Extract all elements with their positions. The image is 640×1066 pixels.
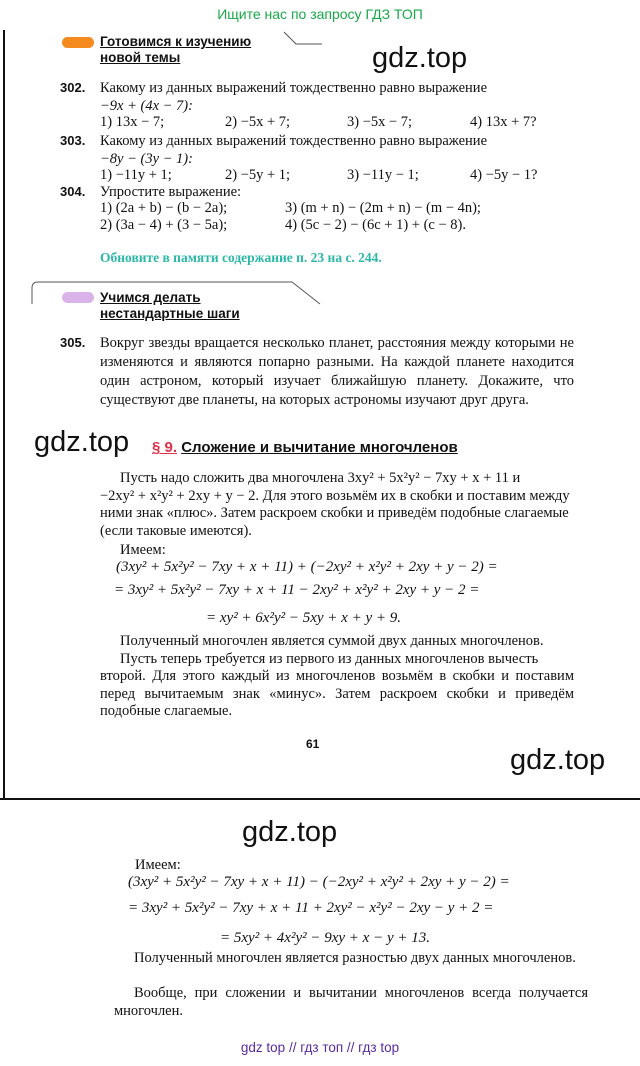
section-title-text: Сложение и вычитание многочленов <box>181 439 458 456</box>
header-decoration <box>282 30 324 46</box>
section-title-line2: новой темы <box>100 50 181 65</box>
watermark: gdz.top <box>510 744 606 776</box>
option: 2) −5x + 7; <box>225 114 291 130</box>
text-line: Пусть надо сложить два многочлена 3xy² + 5x²y² − 7xy + x + 11 и <box>120 470 521 486</box>
option: 4) 13x + 7? <box>470 114 537 130</box>
exercise-text: Какому из данных выражений тождественно равно выражение <box>100 133 488 149</box>
watermark: gdz.top <box>34 426 130 458</box>
sum-equation-line3: = xy² + 6x²y² − 5xy + x + y + 9. <box>206 610 401 626</box>
section-title <box>152 439 458 456</box>
option: 1) (2a + b) − (b − 2a); <box>100 200 228 216</box>
paragraph-1 <box>100 470 574 540</box>
exercise-302 <box>100 79 574 115</box>
section-header-nonstandard <box>100 290 240 322</box>
diff-equation-line1: (3xy² + 5x²y² − 7xy + x + 11) − (−2xy² + x²y² + 2xy + y − 2) = <box>128 874 510 890</box>
option: 3) −5x − 7; <box>347 114 413 130</box>
have-label: Имеем: <box>120 542 166 558</box>
options-302 <box>100 114 580 132</box>
option: 4) −5y − 1? <box>470 167 538 183</box>
text-line: второй. Для этого каждый из многочленов возьмём в скобки и поставим перед вычитаемым знак «минус». Затем раскроем скобки и приведём подобные слагаемые. <box>100 668 574 719</box>
option: 3) (m + n) − (2m + n) − (m − 4n); <box>285 200 481 216</box>
section-marker-icon <box>62 37 94 48</box>
sum-equation-line2: = 3xy² + 5x²y² − 7xy + x + 11 − 2xy² + x²y² + 2xy + y − 2 = <box>114 582 480 598</box>
exercise-expression: −9x + (4x − 7): <box>100 98 193 114</box>
sum-equation-line1: (3xy² + 5x²y² − 7xy + x + 11) + (−2xy² + x²y² + 2xy + y − 2) = <box>116 559 498 575</box>
section-header-prepare <box>100 34 251 66</box>
diff-equation-line2: = 3xy² + 5x²y² − 7xy + x + 11 + 2xy² − x²y² − 2xy − y + 2 = <box>128 900 494 916</box>
left-border <box>3 30 5 798</box>
watermark: gdz.top <box>372 42 468 74</box>
exercise-303 <box>100 132 574 168</box>
page-number: 61 <box>306 737 320 751</box>
diff-equation-line3: = 5xy² + 4x²y² − 9xy + x − y + 13. <box>220 930 430 946</box>
have-label: Имеем: <box>135 857 181 873</box>
text-line: Полученный многочлен является суммой двух данных многочленов. <box>120 633 544 649</box>
page-divider <box>0 798 640 800</box>
paragraph-3: Полученный многочлен является разностью двух данных многочленов. <box>134 950 576 966</box>
options-304 <box>100 200 580 236</box>
exercise-305-text: Вокруг звезды вращается несколько планет, расстояния между которыми не изменяются и являются попарно разными. На каждой планете находится один астроном, который изучает ближайшую планету. Докажите, что существуют две планеты, на которых астрономы изучают друг друга. <box>100 335 574 408</box>
text-line: −2xy² + x²y² + 2xy + y − 2. Для этого возьмём их в скобки и поставим между <box>100 487 570 504</box>
footer-links[interactable]: gdz top // гдз топ // гдз top <box>240 1040 400 1055</box>
section-marker-icon <box>62 292 94 303</box>
section-number: § 9. <box>152 439 178 456</box>
exercise-text: Упростите выражение: <box>100 184 242 200</box>
option: 3) −11y − 1; <box>347 167 419 183</box>
option: 2) −5y + 1; <box>225 167 291 183</box>
option: 2) (3a − 4) + (3 − 5a); <box>100 217 228 233</box>
exercise-number: 302. <box>60 80 86 95</box>
exercise-number: 303. <box>60 133 86 148</box>
exercise-number: 305. <box>60 335 86 350</box>
watermark: gdz.top <box>242 816 338 848</box>
text-line: Пусть теперь требуется из первого из данных многочленов вычесть <box>120 650 539 667</box>
reminder-text: Обновите в памяти содержание п. 23 на с. 244. <box>100 250 382 265</box>
option: 1) 13x − 7; <box>100 114 165 130</box>
exercise-text: Какому из данных выражений тождественно равно выражение <box>100 80 488 96</box>
section-title-line1: Готовимся к изучению <box>100 34 252 49</box>
text-line: ними знак «плюс». Затем раскроем скобки и приведём подобные слагаемые <box>100 505 569 521</box>
search-banner[interactable]: Ищите нас по запросу ГДЗ ТОП <box>217 6 423 22</box>
section-title-line1: Учимся делать <box>100 290 201 305</box>
exercise-number: 304. <box>60 184 86 199</box>
exercise-expression: −8y − (3y − 1): <box>100 151 193 167</box>
option: 1) −11y + 1; <box>100 167 172 183</box>
section-title-line2: нестандартные шаги <box>100 306 240 321</box>
paragraph-2 <box>100 633 574 721</box>
option: 4) (5c − 2) − (6c + 1) + (c − 8). <box>285 217 466 233</box>
text-line: (если таковые имеются). <box>100 522 252 539</box>
paragraph-4: Вообще, при сложении и вычитании многочленов всегда получается многочлен. <box>114 985 588 1019</box>
